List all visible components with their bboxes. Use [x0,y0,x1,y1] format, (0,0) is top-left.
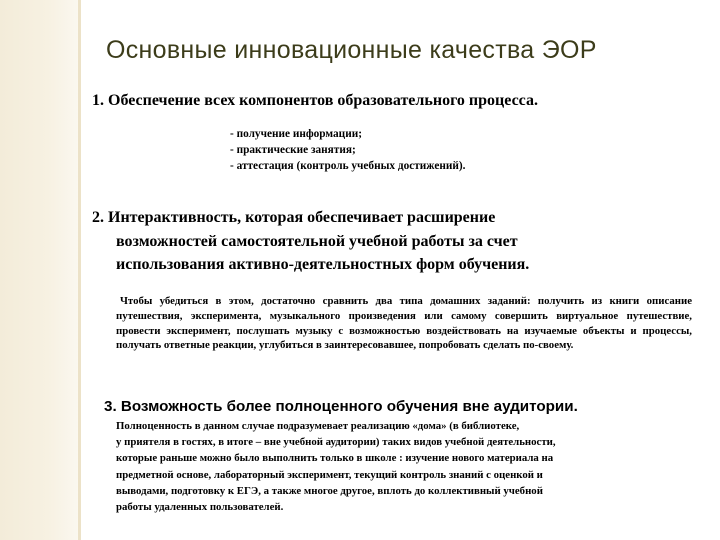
point-2-heading-line: возможностей самостоятельной учебной работы за счет [116,232,518,250]
point-3-text-line: предметной основе, лабораторный эксперимент, текущий контроль знаний с оценкой и [116,468,543,481]
point-3-heading: 3. Возможность более полноценного обучения вне аудитории. [104,398,578,415]
point-3-text-line: Полноценность в данном случае подразумевает реализацию «дома» (в библиотеке, [116,420,520,432]
point-2-text: Чтобы убедиться в этом, достаточно сравнить два типа домашних заданий: получить из книги описание путешествия, эксперимента, музыкального произведения или самому совершить виртуальное путешествие, провести эксперимент, послушать музыку с возможностью воздействовать на изучаемые объекты и процессы, получать ответные реакции, углубиться в заинтересовавшее, попробовать сделать по-своему. [116,295,692,352]
point-3-text [116,418,696,515]
decorative-side-band [0,0,80,540]
point-3-text-line: которые раньше можно было выполнить только в школе : изучение нового материала на [116,452,554,465]
point-1-heading: 1. Обеспечение всех компонентов образовательного процесса. [92,92,538,109]
point-2-heading [92,206,692,277]
point-3-text-line: у приятеля в гостях, в итоге – вне учебной аудитории) таких видов учебной деятельности, [116,436,556,449]
slide-title: Основные инновационные качества ЭОР [106,36,597,64]
point-2-heading-line: использования активно-деятельностных форм обучения. [116,256,530,273]
list-item: - получение информации; [230,128,362,140]
list-item: - практические занятия; [230,144,356,156]
point-3-text-line: выводами, подготовку к ЕГЭ, а также многое другое, вплоть до коллективный учебной [116,484,543,497]
decorative-side-edge [78,0,81,540]
point-2-heading-line: 2. Интерактивность, которая обеспечивает расширение [92,209,496,226]
point-3-text-line: работы удаленных пользователей. [116,501,284,514]
point-1-list [230,126,700,174]
list-item: - аттестация (контроль учебных достижений). [230,160,466,172]
